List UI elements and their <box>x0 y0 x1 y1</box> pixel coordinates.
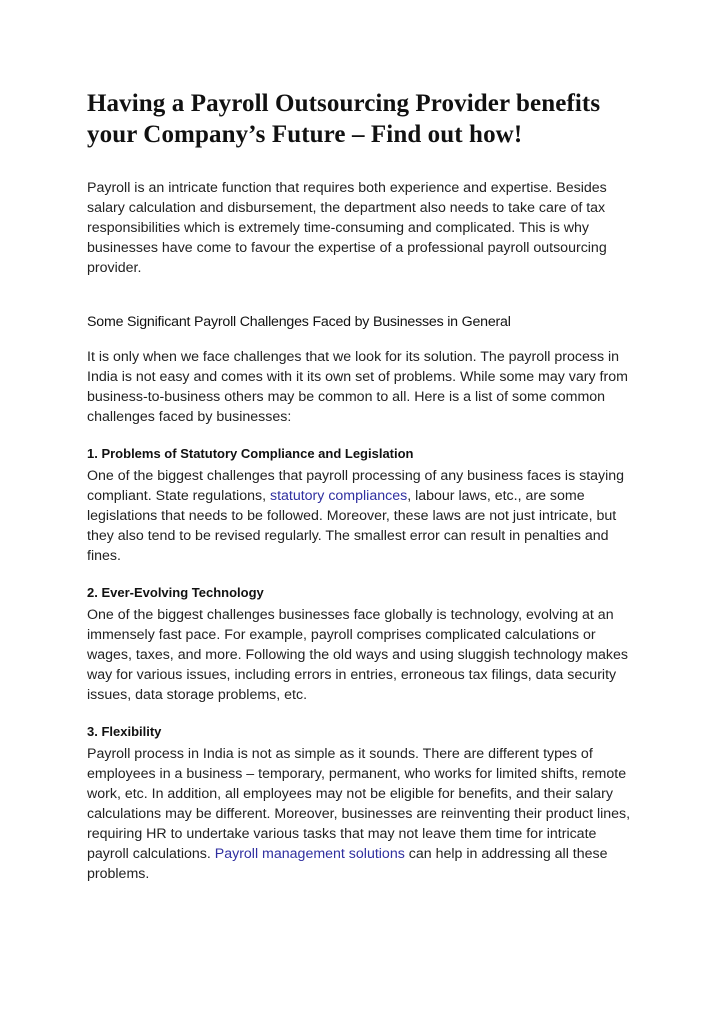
paragraph-text: can help in addressing all these problems. <box>87 846 608 882</box>
intro-paragraph: Payroll is an intricate function that requires both experience and expertise. Besides salary calculation and disbursement, the department also needs to take care of tax responsibilities which is extremely time-consuming and complicated. This is why businesses have come to favour the expertise of a professional payroll outsourcing provider. <box>87 180 607 276</box>
challenge-paragraph-compliance <box>87 466 635 566</box>
challenge-paragraph-flexibility <box>87 744 635 884</box>
lead-paragraph: It is only when we face challenges that we look for its solution. The payroll process in India is not easy and comes with it its own set of problems. While some may vary from business-to-business others may be common to all. Here is a list of some common challenges faced by businesses: <box>87 349 628 425</box>
paragraph-text: , labour laws, etc., are some legislations that needs to be followed. Moreover, these laws are not just intricate, but they also tend to be revised regularly. The smallest error can result in penalties and fines. <box>87 488 617 564</box>
document-body <box>87 88 635 902</box>
page-title: Having a Payroll Outsourcing Provider benefits your Company’s Future – Find out how! <box>87 90 601 148</box>
statutory-compliances-link[interactable]: statutory compliances <box>269 488 408 504</box>
section-subheading: Some Significant Payroll Challenges Faced by Businesses in General <box>87 314 511 330</box>
challenge-heading-flexibility: 3. Flexibility <box>87 724 162 739</box>
paragraph-text: Payroll process in India is not as simple as it sounds. There are different types of employees in a business – temporary, permanent, who works for limited shifts, remote work, etc. In addition, all employees may not be eligible for benefits, and their salary calculations may be different. Moreover, businesses are reinventing their product lines, requiring HR to undertake various tasks that may not leave them time for intricate payroll calculations. <box>87 746 631 862</box>
challenge-heading-compliance: 1. Problems of Statutory Compliance and Legislation <box>87 446 414 461</box>
challenge-heading-technology: 2. Ever-Evolving Technology <box>87 585 264 600</box>
challenge-paragraph-technology: One of the biggest challenges businesses face globally is technology, evolving at an immensely fast pace. For example, payroll comprises complicated calculations or wages, taxes, and more. Following the old ways and using sluggish technology makes way for various issues, including errors in entries, erroneous tax filings, data security issues, data storage problems, etc. <box>87 607 629 703</box>
payroll-management-solutions-link[interactable]: Payroll management solutions <box>214 846 405 862</box>
paragraph-text: One of the biggest challenges that payroll processing of any business faces is staying compliant. State regulations, <box>87 468 625 504</box>
